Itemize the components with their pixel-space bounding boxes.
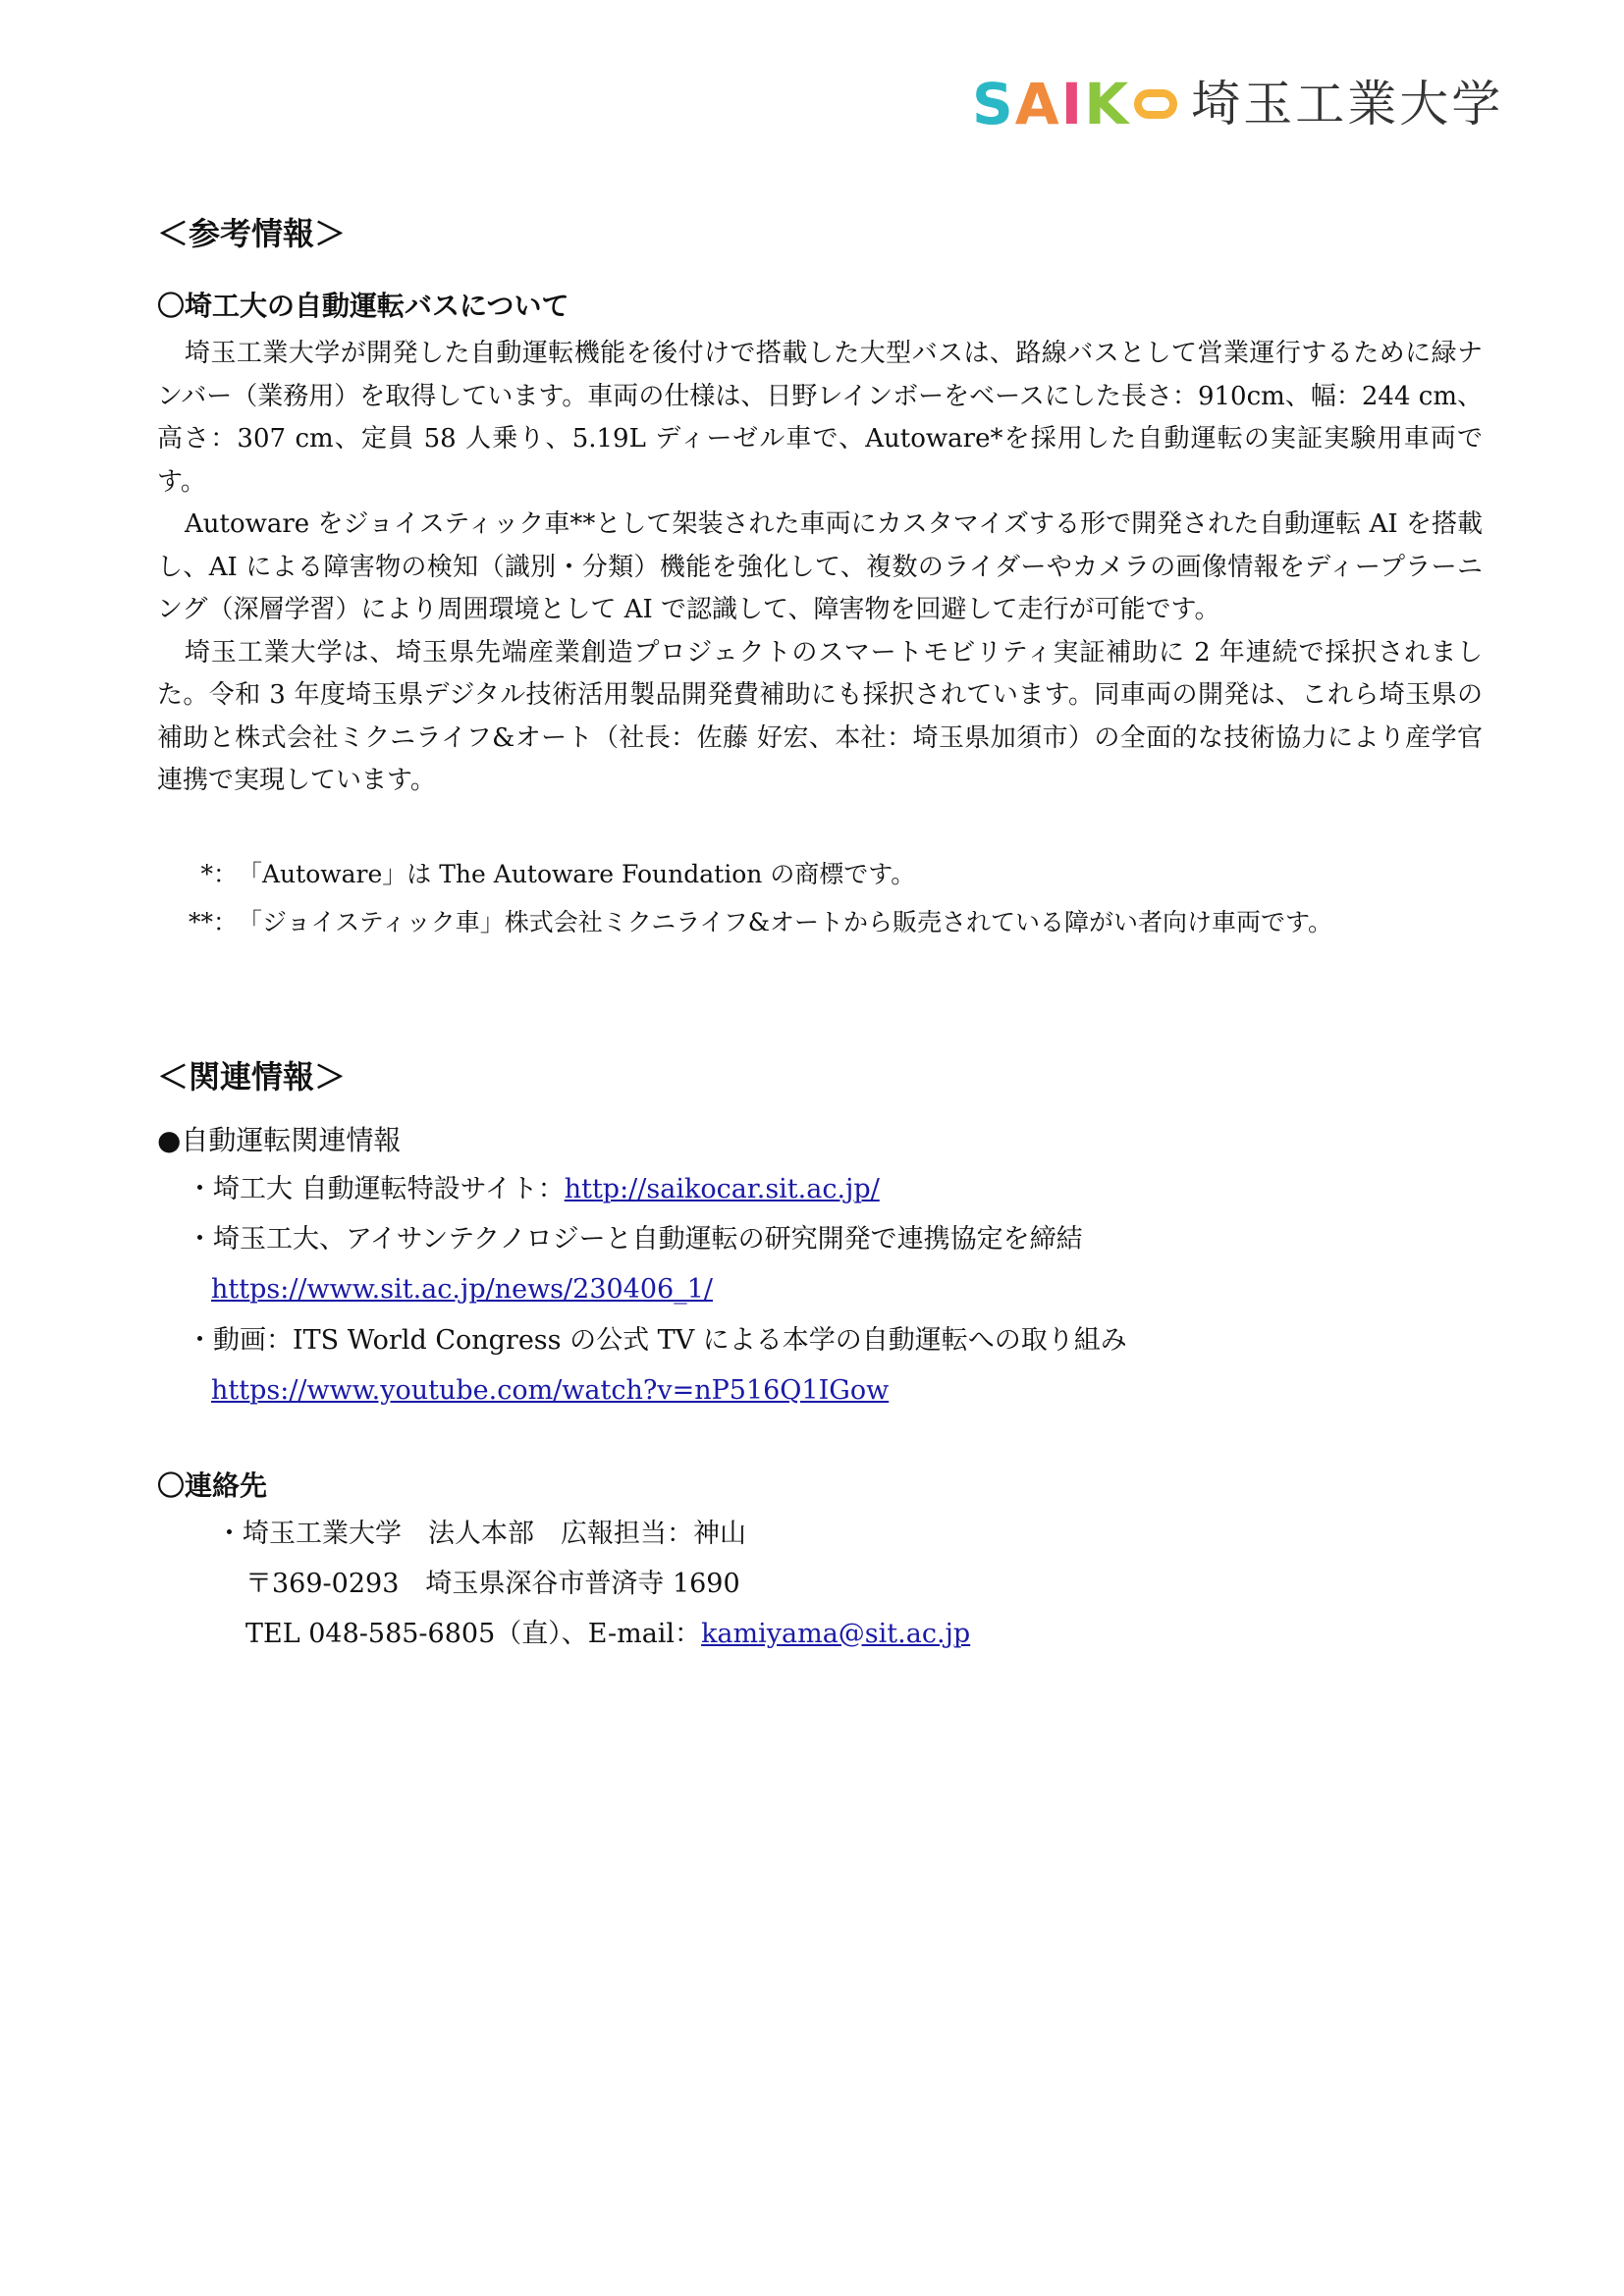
logo-letter-i: I (1060, 71, 1085, 137)
university-name: 埼玉工業大学 (1191, 76, 1504, 133)
related-item-label: ・動画：ITS World Congress の公式 TV による本学の自動運転への取り組み (187, 1324, 1127, 1356)
reference-section-title: ＜参考情報＞ (157, 215, 347, 252)
footnote (157, 850, 1483, 898)
contact-address: 〒369-0293 埼玉県深谷市普済寺 1690 (245, 1568, 740, 1599)
saiko-logo (972, 73, 1503, 135)
logo-letter-k: K (1084, 71, 1131, 137)
news-link[interactable]: https://www.sit.ac.jp/news/230406_1/ (211, 1273, 713, 1305)
footnotes (157, 850, 1483, 946)
related-link-row (157, 1365, 1483, 1416)
footnote-text: 「ジョイスティック車」株式会社ミクニライフ&オートから販売されている障がい者向け車両です。 (238, 907, 1333, 936)
paragraph: 埼玉工業大学が開発した自動運転機能を後付けで搭載した大型バスは、路線バスとして営業運行するために緑ナンバー（業務用）を取得しています。車両の仕様は、日野レインボーをベースにした長さ：910cm、幅：244 cm、高さ：307 cm、定員 58 人乗り、5.19L ディーゼル車で、Autoware*を採用した自動運転の実証実験用車両です。 (157, 339, 1483, 497)
related-item-label: ・埼玉工大、アイサンテクノロジーと自動運転の研究開発で連携協定を締結 (187, 1223, 1083, 1255)
footnote-mark: *： (200, 859, 238, 888)
related-bullet-heading: ●自動運転関連情報 (157, 1123, 402, 1156)
contact-heading: 〇連絡先 (157, 1468, 268, 1502)
paragraph: Autoware をジョイスティック車**として架装された車両にカスタマイズする形で開発された自動運転 AI を搭載し、AI による障害物の検知（識別・分類）機能を強化して、複数のライダーやカメラの画像情報をディープラーニング（深層学習）により周囲環境として AI で認識して、障害物を回避して走行が可能です。 (157, 509, 1483, 624)
related-item (157, 1214, 1483, 1264)
related-item-label: ・埼工大 自動運転特設サイト： (187, 1173, 565, 1204)
logo-mark (972, 71, 1177, 137)
related-link-row (157, 1264, 1483, 1315)
logo-letter-a: A (1014, 71, 1061, 137)
saikocar-link[interactable]: http://saikocar.sit.ac.jp/ (564, 1173, 880, 1204)
contact-phone-email (157, 1609, 1483, 1659)
paragraph: 埼玉工業大学は、埼玉県先端産業創造プロジェクトのスマートモビリティ実証補助に 2 年連続で採択されました。令和 3 年度埼玉県デジタル技術活用製品開発費補助にも採択されています。同車両の開発は、これら埼玉県の補助と株式会社ミクニライフ&オート（社長：佐藤 好宏、本社：埼玉県加須市）の全面的な技術協力により産学官連携で実現しています。 (157, 637, 1483, 795)
related-item (157, 1315, 1483, 1365)
related-item (157, 1164, 1483, 1214)
autonomous-bus-subheading: 〇埼工大の自動運転バスについて (157, 290, 569, 322)
youtube-link[interactable]: https://www.youtube.com/watch?v=nP516Q1IGow (211, 1374, 890, 1406)
email-link[interactable]: kamiyama@sit.ac.jp (701, 1618, 971, 1649)
contact-office: ・埼玉工業大学 法人本部 広報担当：神山 (216, 1518, 746, 1549)
contact-phone: TEL 048-585-6805（直）、E-mail： (245, 1618, 702, 1649)
footnote-mark: **： (188, 907, 238, 936)
logo-letter-s: S (972, 71, 1015, 137)
document-body (157, 211, 1483, 1659)
related-section-title: ＜関連情報＞ (157, 1057, 347, 1095)
footnote (157, 898, 1483, 946)
footnote-text: 「Autoware」は The Autoware Foundation の商標です。 (238, 859, 916, 888)
logo-o-shape (1134, 89, 1177, 119)
